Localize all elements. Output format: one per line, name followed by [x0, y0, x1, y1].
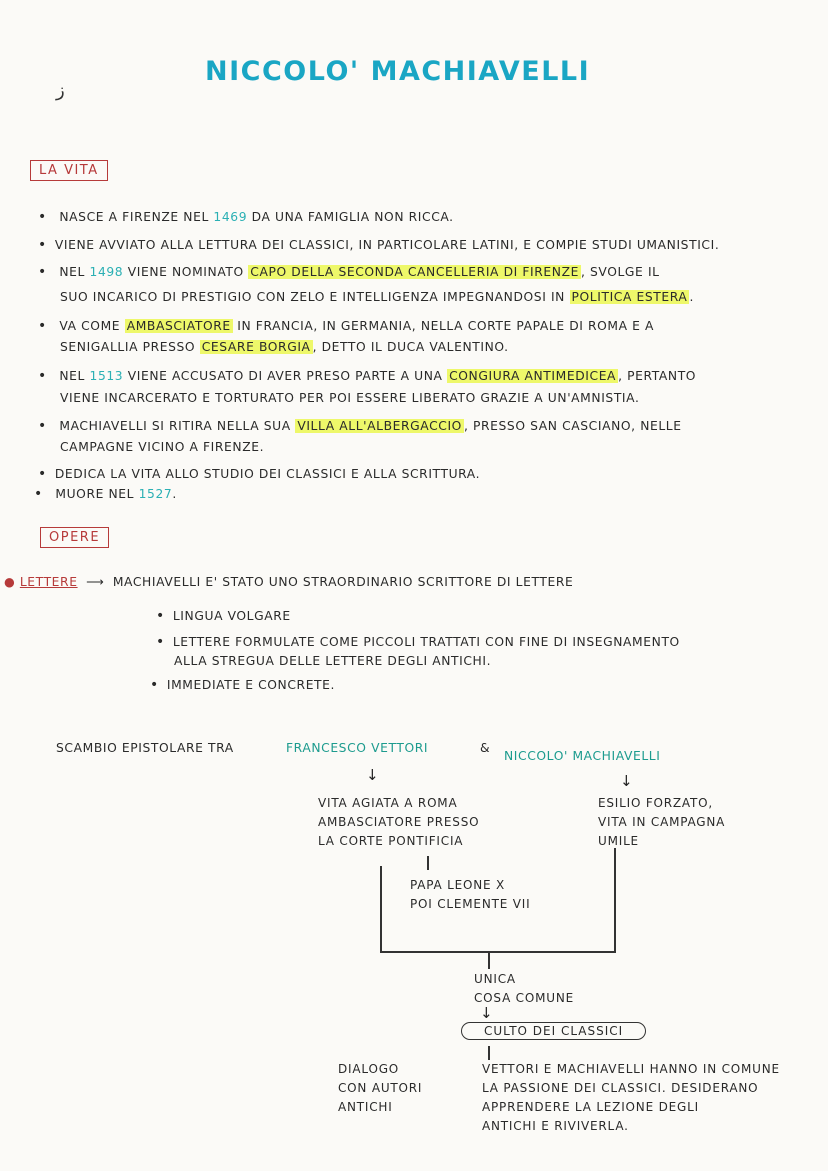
connector-line: [427, 856, 429, 870]
text: SUO INCARICO DI PRESTIGIO CON ZELO E INTELLIGENZA IMPEGNANDOSI IN: [60, 290, 570, 304]
arrow-down-icon: ↓: [620, 772, 633, 790]
connector-line: [488, 951, 490, 969]
highlight: POLITICA ESTERA: [571, 290, 688, 304]
text: CON AUTORI: [338, 1081, 423, 1095]
bullet-dot: ●: [4, 575, 16, 589]
highlight: VILLA ALL'ALBERGACCIO: [297, 419, 462, 433]
text: UNICA: [474, 972, 516, 986]
text: APPRENDERE LA LEZIONE DEGLI: [482, 1100, 699, 1114]
text: NASCE A FIRENZE NEL: [59, 210, 214, 224]
vita-bullet-5: [38, 366, 696, 386]
section-label-vita: LA VITA: [30, 160, 108, 181]
vita-bullet-4-cont: [60, 337, 509, 357]
margin-mark: ز: [56, 80, 65, 101]
highlight: CONGIURA ANTIMEDICEA: [449, 369, 617, 383]
connector-line: [614, 848, 616, 952]
page-title: NICCOLO' MACHIAVELLI: [205, 56, 591, 87]
text: LA CORTE PONTIFICIA: [318, 834, 464, 848]
lettere-sub-1: • LINGUA VOLGARE: [156, 606, 291, 626]
text: AMBASCIATORE PRESSO: [318, 815, 480, 829]
highlight: AMBASCIATORE: [126, 319, 231, 333]
name-vettori: FRANCESCO VETTORI: [286, 741, 429, 755]
arrow-down-icon: ↓: [480, 1004, 493, 1022]
text: NEL: [59, 369, 90, 383]
text: POI CLEMENTE VII: [410, 897, 531, 911]
text: ANTICHI E RIVIVERLA.: [482, 1119, 629, 1133]
text: .: [172, 487, 177, 501]
text: MACHIAVELLI SI RITIRA NELLA SUA: [59, 419, 296, 433]
ampersand: &: [480, 741, 491, 755]
text: PAPA LEONE X: [410, 878, 506, 892]
section-label-opere: OPERE: [40, 527, 109, 548]
text: , PERTANTO: [618, 369, 697, 383]
text: ESILIO FORZATO,: [598, 796, 713, 810]
popes: [410, 876, 530, 914]
unica-cosa-comune: [474, 970, 574, 1008]
arrow-down-icon: ↓: [366, 766, 379, 784]
vita-bullet-5-cont: VIENE INCARCERATO E TORTURATO PER POI ESSERE LIBERATO GRAZIE A UN'AMNISTIA.: [60, 391, 640, 405]
text: UMILE: [598, 834, 639, 848]
vita-bullet-3-cont: [60, 287, 694, 307]
connector-line: [380, 951, 616, 953]
text: .: [689, 290, 694, 304]
lettere-sub-3: • IMMEDIATE E CONCRETE.: [150, 675, 335, 695]
text: ANTICHI: [338, 1100, 393, 1114]
text: VIENE ACCUSATO DI AVER PRESO PARTE A UNA: [123, 369, 448, 383]
text: , DETTO IL DUCA VALENTINO.: [312, 340, 509, 354]
vita-bullet-8: [34, 484, 177, 504]
text: DA UNA FAMIGLIA NON RICCA.: [247, 210, 454, 224]
text: VA COME: [59, 319, 125, 333]
connector-line: [380, 866, 382, 952]
year: 1498: [89, 265, 124, 279]
text: , PRESSO SAN CASCIANO, NELLE: [463, 419, 682, 433]
text: , SVOLGE IL: [580, 265, 660, 279]
text: VITA IN CAMPAGNA: [598, 815, 726, 829]
vita-bullet-2: • VIENE AVVIATO ALLA LETTURA DEI CLASSICI, IN PARTICOLARE LATINI, E COMPIE STUDI UMANISTICI.: [38, 235, 719, 255]
vita-bullet-3: [38, 262, 660, 282]
text: IN FRANCIA, IN GERMANIA, NELLA CORTE PAPALE DI ROMA E A: [232, 319, 655, 333]
arrow-right-icon: ⟶: [86, 575, 105, 589]
lettere-sub-2: • LETTERE FORMULATE COME PICCOLI TRATTATI CON FINE DI INSEGNAMENTO: [156, 632, 680, 652]
vettori-life: [318, 794, 479, 851]
text: SENIGALLIA PRESSO: [60, 340, 200, 354]
text: DIALOGO: [338, 1062, 400, 1076]
vita-bullet-6-cont: CAMPAGNE VICINO A FIRENZE.: [60, 440, 265, 454]
lettere-label: LETTERE: [19, 575, 78, 589]
passione-classici: [482, 1060, 780, 1136]
lettere-heading: [4, 572, 573, 592]
vita-bullet-6: [38, 416, 682, 436]
lettere-sub-2-cont: ALLA STREGUA DELLE LETTERE DEGLI ANTICHI.: [174, 654, 492, 668]
vita-bullet-7: • DEDICA LA VITA ALLO STUDIO DEI CLASSICI E ALLA SCRITTURA.: [38, 464, 480, 484]
text: MUORE NEL: [55, 487, 139, 501]
year: 1469: [213, 210, 248, 224]
lettere-description: MACHIAVELLI E' STATO UNO STRAORDINARIO SCRITTORE DI LETTERE: [112, 575, 574, 589]
name-machiavelli: NICCOLO' MACHIAVELLI: [504, 749, 661, 763]
scambio-intro: SCAMBIO EPISTOLARE TRA: [56, 741, 234, 755]
year: 1527: [138, 487, 173, 501]
dialogo-antichi: [338, 1060, 422, 1117]
text: VIENE NOMINATO: [123, 265, 249, 279]
text: VITA AGIATA A ROMA: [318, 796, 458, 810]
highlight: CESARE BORGIA: [201, 340, 311, 354]
connector-line: [488, 1046, 490, 1060]
text: VETTORI E MACHIAVELLI HANNO IN COMUNE: [482, 1062, 780, 1076]
text: LA PASSIONE DEI CLASSICI. DESIDERANO: [482, 1081, 759, 1095]
culto-dei-classici: CULTO DEI CLASSICI: [461, 1022, 646, 1040]
highlight: CAPO DELLA SECONDA CANCELLERIA DI FIRENZE: [250, 265, 579, 279]
machiavelli-life: [598, 794, 725, 851]
text: NEL: [59, 265, 90, 279]
vita-bullet-1: [38, 207, 454, 227]
year: 1513: [89, 369, 124, 383]
vita-bullet-4: [38, 316, 654, 336]
text: COSA COMUNE: [474, 991, 575, 1005]
